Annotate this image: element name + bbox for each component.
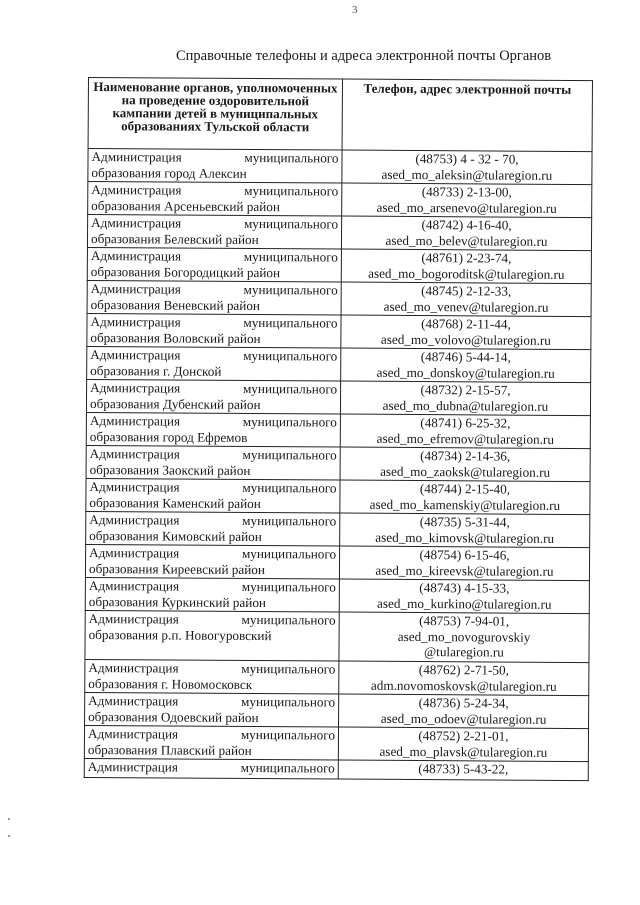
organ-cell bbox=[86, 412, 340, 447]
organ-line1: Администрация муниципального bbox=[88, 660, 336, 677]
email-address[interactable]: ased_mo_kamenskiy@tularegion.ru bbox=[369, 496, 561, 513]
organ-line2: образования Богородицкий район bbox=[90, 263, 281, 280]
organ-line1: Администрация муниципального bbox=[88, 578, 336, 595]
organ-line1: Администрация муниципального bbox=[88, 611, 336, 628]
organ-line1: Администрация муниципального bbox=[87, 759, 335, 776]
organ-line1: Администрация муниципального bbox=[88, 693, 336, 710]
table-row bbox=[87, 215, 591, 251]
table-header-row bbox=[88, 78, 592, 152]
table-row bbox=[87, 313, 591, 349]
contact-cell bbox=[341, 348, 591, 383]
organ-line1: Администрация муниципального bbox=[89, 413, 337, 430]
organ-cell bbox=[87, 247, 341, 282]
organ-line1: Администрация муниципального bbox=[90, 281, 338, 298]
scan-speck bbox=[8, 835, 10, 837]
organ-line2: образования Арсеньевский район bbox=[91, 197, 281, 214]
organ-line1: Администрация муниципального bbox=[90, 248, 338, 265]
phone-number: (48752) 2-21-01, bbox=[418, 728, 509, 744]
organ-line1: Администрация муниципального bbox=[90, 380, 338, 397]
phone-number: (48754) 6-15-46, bbox=[419, 547, 510, 563]
table-row bbox=[87, 247, 591, 283]
email-address[interactable]: adm.novomoskovsk@tularegion.ru bbox=[370, 677, 557, 694]
contact-cell bbox=[340, 381, 590, 416]
organ-line2: образования г. Донской bbox=[90, 362, 222, 379]
email-address[interactable]: ased_mo_dubna@tularegion.ru bbox=[382, 397, 549, 414]
table-row bbox=[88, 149, 592, 185]
organ-cell bbox=[88, 182, 342, 217]
organ-cell bbox=[85, 610, 339, 661]
email-address[interactable]: ased_mo_efremov@tularegion.ru bbox=[376, 430, 555, 447]
organ-line2: образования Белевский район bbox=[90, 230, 259, 247]
organ-line2: образования Воловский район bbox=[90, 329, 261, 346]
email-address-part1[interactable]: ased_mo_novogurovskiy bbox=[397, 628, 531, 645]
organ-line2: образования Одоевский район bbox=[88, 708, 259, 725]
contact-cell bbox=[340, 480, 590, 515]
table-row bbox=[85, 544, 589, 580]
header-contact: Телефон, адрес электронной почты bbox=[342, 79, 592, 152]
phone-number: (48733) 5-43-22, bbox=[418, 761, 509, 777]
table-row bbox=[86, 445, 590, 481]
page-number: 3 bbox=[352, 4, 358, 16]
organ-line2: образования Кимовский район bbox=[89, 527, 262, 544]
contact-cell bbox=[341, 282, 591, 317]
document-title: Справочные телефоны и адреса электронной почты Органов bbox=[176, 48, 552, 64]
contact-cell bbox=[342, 150, 592, 185]
contact-cell bbox=[341, 315, 591, 350]
contact-cell bbox=[340, 513, 590, 548]
email-address[interactable]: ased_mo_bogoroditsk@tularegion.ru bbox=[368, 265, 565, 282]
email-address[interactable]: ased_mo_plavsk@tularegion.ru bbox=[379, 743, 548, 760]
email-address-part2[interactable]: @tularegion.ru bbox=[423, 644, 504, 660]
phone-number: (48741) 6-25-32, bbox=[420, 415, 511, 431]
table-row bbox=[87, 280, 591, 316]
organ-line1: Администрация муниципального bbox=[91, 182, 339, 199]
organ-cell bbox=[87, 313, 341, 348]
organ-line1: Администрация муниципального bbox=[89, 479, 337, 496]
organ-cell bbox=[87, 215, 341, 250]
email-address[interactable]: ased_mo_zaoksk@tularegion.ru bbox=[380, 463, 551, 480]
table-row bbox=[84, 758, 588, 780]
organ-cell bbox=[85, 544, 339, 579]
table-row bbox=[86, 412, 590, 448]
organ-line2: образования г. Новомосковск bbox=[88, 675, 253, 692]
contact-cell bbox=[338, 760, 588, 781]
organ-cell bbox=[86, 478, 340, 513]
table-row bbox=[86, 478, 590, 514]
organ-line2: образования Веневский район bbox=[90, 296, 261, 313]
phone-number: (48732) 2-15-57, bbox=[420, 382, 511, 398]
email-address[interactable]: ased_mo_kurkino@tularegion.ru bbox=[377, 595, 552, 612]
phone-number: (48768) 2-11-44, bbox=[421, 316, 511, 332]
organ-line1: Администрация муниципального bbox=[91, 149, 339, 166]
table-row bbox=[87, 346, 591, 382]
organ-line2: образования город Алексин bbox=[91, 164, 247, 181]
phone-number: (48743) 4-15-33, bbox=[419, 580, 510, 596]
phone-number: (48734) 2-14-36, bbox=[420, 448, 511, 464]
email-address[interactable]: ased_mo_aleksin@tularegion.ru bbox=[381, 166, 553, 183]
header-organ: Наименование органов, уполномоченных на проведение оздоровительной кампании детей в муниципальных образованиях Тульской области bbox=[88, 78, 342, 151]
email-address[interactable]: ased_mo_kimovsk@tularegion.ru bbox=[375, 529, 555, 546]
contact-cell bbox=[338, 727, 588, 762]
organ-line1: Администрация муниципального bbox=[89, 446, 337, 463]
organ-line2: образования город Ефремов bbox=[89, 428, 248, 445]
organ-line2: образования р.п. Новогуровский bbox=[88, 626, 272, 643]
phone-number: (48733) 2-13-00, bbox=[421, 184, 512, 200]
organ-cell bbox=[88, 149, 342, 184]
contact-cell bbox=[340, 414, 590, 449]
phone-number: (48753) 7-94-01, bbox=[419, 613, 510, 629]
email-address[interactable]: ased_mo_belev@tularegion.ru bbox=[385, 232, 548, 249]
organ-line1: Администрация муниципального bbox=[89, 545, 337, 562]
organ-cell bbox=[86, 511, 340, 546]
email-address[interactable]: ased_mo_arsenevo@tularegion.ru bbox=[376, 199, 557, 216]
organ-cell bbox=[85, 692, 339, 727]
phone-number: (48753) 4 - 32 - 70, bbox=[415, 151, 519, 167]
phone-number: (48745) 2-12-33, bbox=[421, 283, 512, 299]
email-address[interactable]: ased_mo_odoev@tularegion.ru bbox=[380, 710, 547, 727]
organ-cell bbox=[87, 280, 341, 315]
phone-number: (48746) 5-44-14, bbox=[420, 349, 511, 365]
organ-cell bbox=[85, 577, 339, 612]
organ-cell bbox=[86, 379, 340, 414]
contact-cell bbox=[339, 694, 589, 729]
email-address[interactable]: ased_mo_kireevsk@tularegion.ru bbox=[375, 562, 554, 579]
phone-number: (48761) 2-23-74, bbox=[421, 250, 512, 266]
organ-cell bbox=[86, 445, 340, 480]
organ-line1: Администрация муниципального bbox=[89, 512, 337, 529]
organ-line2: образования Заокский район bbox=[89, 461, 251, 478]
organ-line1: Администрация муниципального bbox=[90, 347, 338, 364]
contact-cell bbox=[339, 579, 589, 614]
organ-cell bbox=[87, 346, 341, 381]
phone-number: (48735) 5-31-44, bbox=[419, 514, 510, 530]
organ-line2: образования Плавский район bbox=[87, 741, 252, 758]
contact-cell bbox=[341, 249, 591, 284]
organ-line1: Администрация муниципального bbox=[87, 726, 336, 743]
contact-cell bbox=[342, 183, 592, 218]
contact-cell bbox=[341, 216, 591, 251]
table-row bbox=[85, 659, 589, 695]
organ-cell bbox=[84, 758, 338, 779]
organ-cell bbox=[84, 725, 338, 760]
contact-cell bbox=[339, 661, 589, 696]
organ-line2: образования Киреевский район bbox=[88, 560, 266, 577]
table-row bbox=[85, 577, 589, 613]
contact-cell bbox=[340, 447, 590, 482]
scan-speck bbox=[8, 818, 10, 820]
organ-line2: образования Каменский район bbox=[89, 494, 261, 511]
table-row bbox=[86, 511, 590, 547]
organ-line2: образования Куркинский район bbox=[88, 593, 267, 610]
phone-number: (48736) 5-24-34, bbox=[418, 695, 509, 711]
organ-line2: образования Дубенский район bbox=[89, 395, 261, 412]
phone-number: (48742) 4-16-40, bbox=[421, 217, 512, 233]
organ-cell bbox=[85, 659, 339, 694]
organ-line1: Администрация муниципального bbox=[91, 215, 339, 232]
table-row bbox=[88, 182, 592, 218]
contacts-table bbox=[84, 77, 593, 781]
table-row bbox=[85, 610, 589, 662]
organ-line1: Администрация муниципального bbox=[90, 314, 338, 331]
phone-number: (48744) 2-15-40, bbox=[419, 481, 511, 497]
table-row bbox=[85, 692, 589, 728]
phone-number: (48762) 2-71-50, bbox=[418, 662, 509, 678]
contact-cell bbox=[339, 612, 589, 663]
email-address[interactable]: ased_mo_venev@tularegion.ru bbox=[383, 298, 549, 315]
table-row bbox=[84, 725, 588, 761]
table-row bbox=[86, 379, 590, 415]
contact-cell bbox=[339, 546, 589, 581]
email-address[interactable]: ased_mo_donskoy@tularegion.ru bbox=[376, 364, 555, 381]
email-address[interactable]: ased_mo_volovo@tularegion.ru bbox=[380, 331, 551, 348]
